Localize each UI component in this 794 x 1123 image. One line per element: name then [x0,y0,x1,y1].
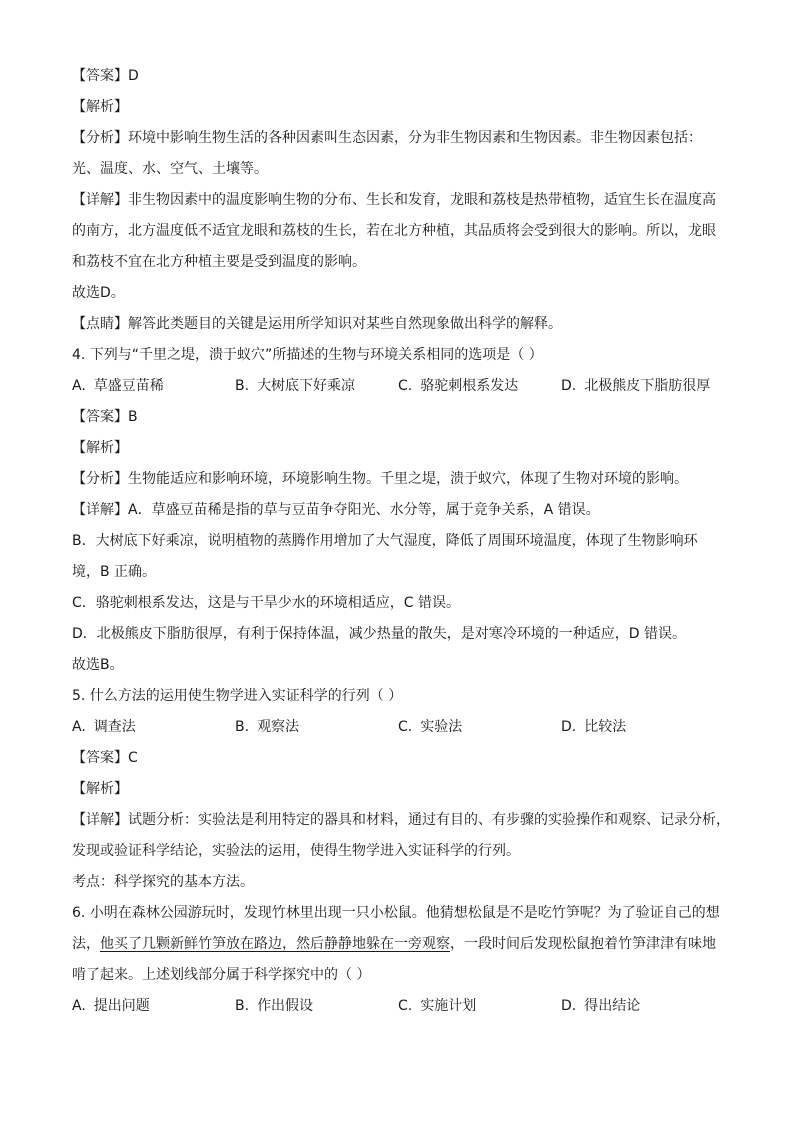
q4-stem: 4. 下列与“千里之堤，溃于蚁穴”所描述的生物与环境关系相同的选项是（ ） [72,347,543,363]
q3-fenxi-text-1: 环境中影响生物生活的各种因素叫生态因素，分为非生物因素和生物因素。非生物因素包括： [128,130,702,146]
answer-tag: 【答案】 [72,409,128,425]
q3-xiangjie-text-1: 非生物因素中的温度影响生物的分布、生长和发育，龙眼和荔枝是热带植物，适宜生长在温度高 [128,192,716,208]
q5-options [72,714,732,745]
q5-xiangjie-line-2: 发现或验证科学结论，实验法的运用，使得生物学进入实证科学的行列。 [72,843,520,859]
q4-conclusion: 故选B。 [72,657,124,673]
q5-answer: C [128,750,138,766]
q4-option-c: C. 骆驼刺根系发达 [398,378,519,394]
q3-dianjing-text: 解答此类题目的关键是运用所学知识对某些自然现象做出科学的解释。 [128,316,562,332]
xiangjie-tag: 【详解】 [72,502,128,518]
q6-stem-line-2: 法，他买了几颗新鲜竹笋放在路边，然后静静地躲在一旁观察，一段时间后发现松鼠抱着竹笋津津有味地 [72,936,716,952]
fenxi-tag: 【分析】 [72,471,128,487]
document-page [72,63,732,1024]
q3-xiangjie-line-3: 和荔枝不宜在北方种植主要是受到温度的影响。 [72,254,366,270]
q5-option-b: B. 观察法 [235,719,300,735]
q6-options [72,993,732,1024]
q6-option-a: A. 提出问题 [72,998,150,1014]
q3-fenxi-line-1 [72,125,732,156]
q5-stem: 5. 什么方法的运用使生物学进入实证科学的行列（ ） [72,688,403,704]
q4-xiangjie-d: D．北极熊皮下脂肪很厚，有利于保持体温，减少热量的散失，是对寒冷环境的一种适应，D 错误。 [72,626,687,642]
q3-xiangjie-line-2: 的南方，北方温度低不适宜龙眼和荔枝的生长，若在北方种植，其品质将会受到很大的影响。所以，龙眼 [72,223,716,239]
xiangjie-tag: 【详解】 [72,192,128,208]
q5-kaodian: 考点：科学探究的基本方法。 [72,874,254,890]
q6-stem-line-3: 啃了起来。上述划线部分属于科学探究中的（ ） [72,967,371,983]
q4-xiangjie-a-text: A．草盛豆苗稀是指的草与豆苗争夺阳光、水分等，属于竞争关系，A 错误。 [128,502,600,518]
q4-fenxi-line [72,466,732,497]
answer-tag: 【答案】 [72,68,128,84]
q4-fenxi-text: 生物能适应和影响环境，环境影响生物。千里之堤，溃于蚁穴，体现了生物对环境的影响。 [128,471,688,487]
q4-option-b: B. 大树底下好乘凉 [235,378,356,394]
q4-option-d: D. 北极熊皮下脂肪很厚 [561,378,711,394]
q4-xiangjie-c: C．骆驼刺根系发达，这是与干旱少水的环境相适应，C 错误。 [72,595,460,611]
q5-option-d: D. 比较法 [561,719,627,735]
fenxi-tag: 【分析】 [72,130,128,146]
q6-option-b: B. 作出假设 [235,998,314,1014]
answer-tag: 【答案】 [72,750,128,766]
q3-xiangjie-line-1 [72,187,732,218]
q4-answer-line [72,404,732,435]
q4-option-a: A. 草盛豆苗稀 [72,378,164,394]
q5-xiangjie-text-1: 试题分析：实验法是利用特定的器具和材料，通过有目的、有步骤的实验操作和观察、记录分析， [128,812,730,828]
dianjing-tag: 【点睛】 [72,316,128,332]
q3-fenxi-line-2: 光、温度、水、空气、土壤等。 [72,161,268,177]
q5-jiexi: 【解析】 [72,781,128,797]
q4-options [72,373,732,404]
q6-underlined-phrase: 他买了几颗新鲜竹笋放在路边，然后静静地躲在一旁观察 [100,936,450,952]
q6-option-c: C. 实施计划 [398,998,477,1014]
q4-xiangjie-a [72,497,732,528]
q4-xiangjie-b-2: 境，B 正确。 [72,564,157,580]
q5-answer-line [72,745,732,776]
q3-jiexi: 【解析】 [72,99,128,115]
q5-xiangjie-line-1 [72,807,732,838]
q3-answer: D [128,68,139,84]
q6-stem-line-1: 6. 小明在森林公园游玩时，发现竹林里出现一只小松鼠。他猜想松鼠是不是吃竹笋呢？为了验证自己的想 [72,905,720,921]
q4-answer: B [128,409,138,425]
q4-jiexi: 【解析】 [72,440,128,456]
q3-answer-line [72,63,732,94]
q4-xiangjie-b-1: B．大树底下好乘凉，说明植物的蒸腾作用增加了大气湿度，降低了周围环境温度，体现了生物影响环 [72,533,698,549]
q5-option-c: C. 实验法 [398,719,463,735]
q3-dianjing-line [72,311,732,342]
q5-option-a: A. 调查法 [72,719,136,735]
xiangjie-tag: 【详解】 [72,812,128,828]
q3-conclusion: 故选D。 [72,285,125,301]
q6-option-d: D. 得出结论 [561,998,641,1014]
